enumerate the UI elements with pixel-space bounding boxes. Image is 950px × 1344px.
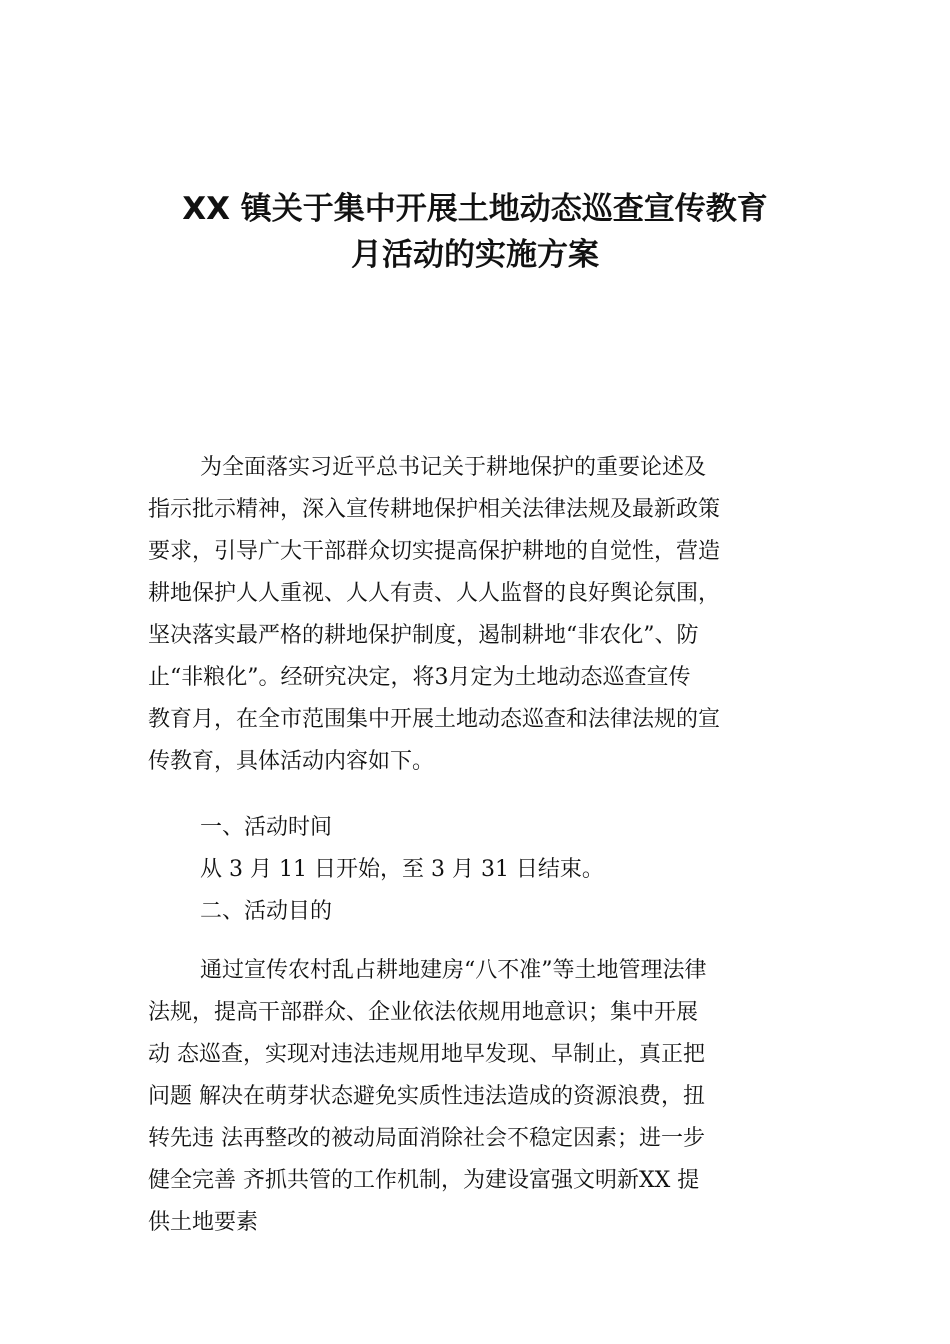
section-text: 从 3 月 11 日开始，至 3 月 31 日结束。 xyxy=(200,857,604,882)
intro-line: 传教育，具体活动内容如下。 xyxy=(148,749,435,774)
section-heading: 一、活动时间 xyxy=(200,815,333,840)
intro-line: 指示批示精神，深入宣传耕地保护相关法律法规及最新政策 xyxy=(148,497,721,522)
section-2-line: 转先违 法再整改的被动局面消除社会不稳定因素；进一步 xyxy=(148,1126,705,1151)
intro-line: 止“非粮化”。经研究决定，将3月定为土地动态巡查宣传 xyxy=(148,665,691,690)
section-2-line: 动 态巡查，实现对违法违规用地早发现、早制止，真正把 xyxy=(148,1042,705,1067)
title-line: 月活动的实施方案 xyxy=(351,237,599,273)
intro-line: 为全面落实习近平总书记关于耕地保护的重要论述及 xyxy=(200,455,707,480)
document-title xyxy=(100,186,850,278)
section-2-line: 健全完善 齐抓共管的工作机制，为建设富强文明新XX 提 xyxy=(148,1168,700,1193)
section-2-line: 问题 解决在萌芽状态避免实质性违法造成的资源浪费，扭 xyxy=(148,1084,705,1109)
intro-line: 教育月，在全市范围集中开展土地动态巡查和法律法规的宣 xyxy=(148,707,721,732)
title-line: XX 镇关于集中开展土地动态巡查宣传教育 xyxy=(182,191,768,227)
section-2-line: 法规，提高干部群众、企业依法依规用地意识；集中开展 xyxy=(148,1000,699,1025)
section-2-line: 供土地要素 xyxy=(148,1210,259,1235)
intro-line: 坚决落实最严格的耕地保护制度，遏制耕地“非农化”、防 xyxy=(148,623,699,648)
section-2-line: 通过宣传农村乱占耕地建房“八不准”等土地管理法律 xyxy=(200,958,707,983)
section-heading: 二、活动目的 xyxy=(200,899,333,924)
section-2-paragraph xyxy=(148,950,808,1244)
intro-paragraph xyxy=(148,447,808,783)
section-1 xyxy=(148,807,808,933)
intro-line: 耕地保护人人重视、人人有责、人人监督的良好舆论氛围， xyxy=(148,581,721,606)
intro-line: 要求，引导广大干部群众切实提高保护耕地的自觉性，营造 xyxy=(148,539,721,564)
